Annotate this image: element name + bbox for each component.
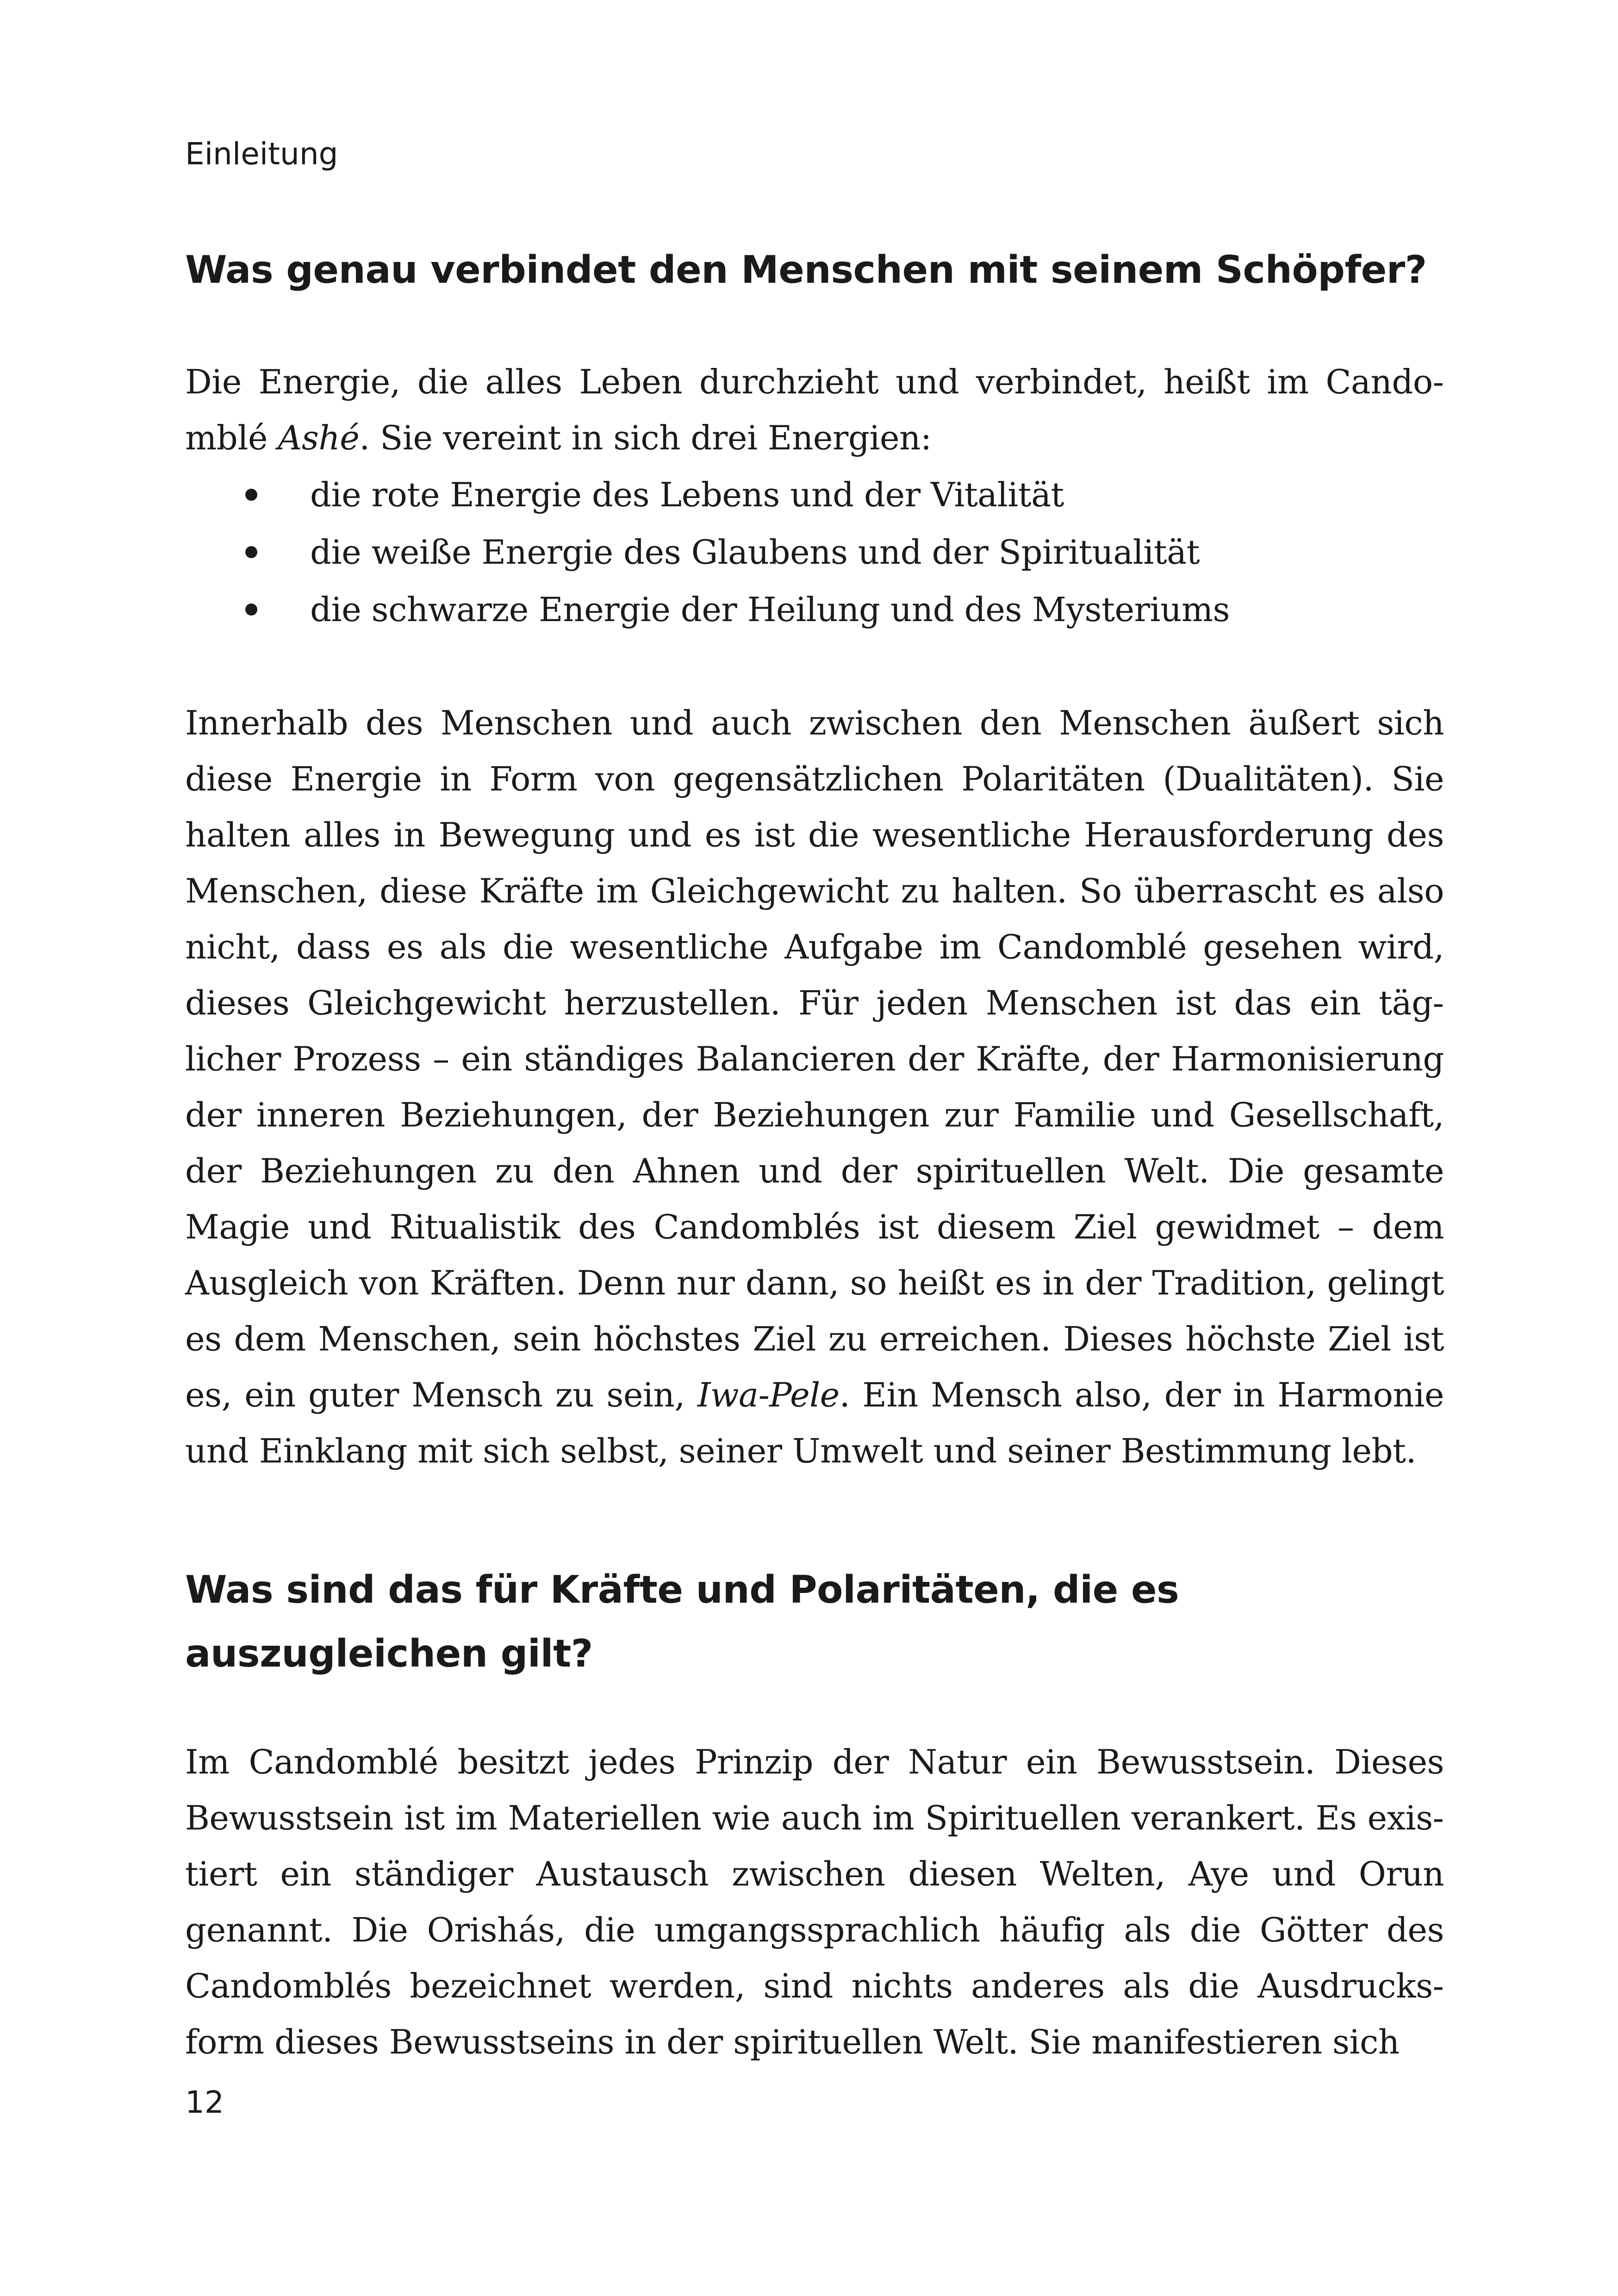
page-number: 12 bbox=[185, 2084, 224, 2120]
list-item-text: die weiße Energie des Glaubens und der Spiritualität bbox=[310, 533, 1200, 572]
list-item bbox=[185, 523, 1444, 581]
list-item bbox=[185, 581, 1444, 638]
intro-text-after: . Sie vereint in sich drei Energien: bbox=[359, 418, 932, 457]
intro-paragraph bbox=[185, 354, 1444, 466]
section-heading-2: Was sind das für Kräfte und Polaritäten, die es auszugleichen gilt? bbox=[185, 1568, 1179, 1676]
body-paragraph-1 bbox=[185, 695, 1444, 1479]
list-item-text: die schwarze Energie der Heilung und des Mysteriums bbox=[310, 590, 1230, 629]
list-item-text: die rote Energie des Lebens und der Vitalität bbox=[310, 475, 1064, 514]
term-iwa-pele: Iwa-Pele bbox=[697, 1375, 840, 1414]
section-heading-1: Was genau verbindet den Menschen mit seinem Schöpfer? bbox=[185, 248, 1427, 292]
running-head: Einleitung bbox=[185, 136, 338, 172]
bullet-icon bbox=[245, 546, 257, 558]
intro-text-before: Die Energie, die alles Leben durchzieht und verbindet, heißt im Candomblé bbox=[185, 362, 1444, 457]
body-paragraph-2: Im Candomblé besitzt jedes Prinzip der Natur ein Bewusstsein. Dieses Bewusstsein ist im Materiellen wie auch im Spirituellen verankert. Es existiert ein ständiger Austausch zwischen diesen Welten, Aye und Orun genannt. Die Orishás, die umgangssprachlich häufig als die Götter des Candomblés bezeichnet werden, sind nichts anderes als die Ausdrucksform dieses Bewusstseins in der spirituellen Welt. Sie manifestieren sich bbox=[185, 1742, 1444, 2061]
bullet-icon bbox=[245, 489, 257, 501]
body-text-before: Innerhalb des Menschen und auch zwischen den Menschen äußert sich diese Energie in Form von gegensätzlichen Polaritäten (Dualitäten). Sie halten alles in Bewegung und es ist die wesentliche Herausforderung des Menschen, diese Kräfte im Gleichgewicht zu halten. So überrascht es also nicht, dass es als die wesentliche Aufgabe im Candomblé gesehen wird, dieses Gleichgewicht herzustellen. Für jeden Menschen ist das ein täglicher Prozess – ein ständiges Balancieren der Kräfte, der Harmonisierung der inneren Beziehungen, der Beziehungen zur Familie und Gesellschaft, der Beziehungen zu den Ahnen und der spirituellen Welt. Die gesamte Magie und Ritualistik des Candomblés ist diesem Ziel gewidmet – dem Ausgleich von Kräften. Denn nur dann, so heißt es in der Tradition, gelingt es dem Menschen, sein höchstes Ziel zu erreichen. Dieses höchste Ziel ist es, ein guter Mensch zu sein, bbox=[185, 703, 1444, 1414]
term-ashe: Ashé bbox=[278, 418, 360, 457]
body-text-after: . Ein Mensch also, der in Harmonie und Einklang mit sich selbst, seiner Umwelt und seiner Bestimmung lebt. bbox=[185, 1375, 1444, 1470]
list-item bbox=[185, 466, 1444, 523]
energy-list bbox=[185, 466, 1444, 638]
bullet-icon bbox=[245, 604, 257, 616]
